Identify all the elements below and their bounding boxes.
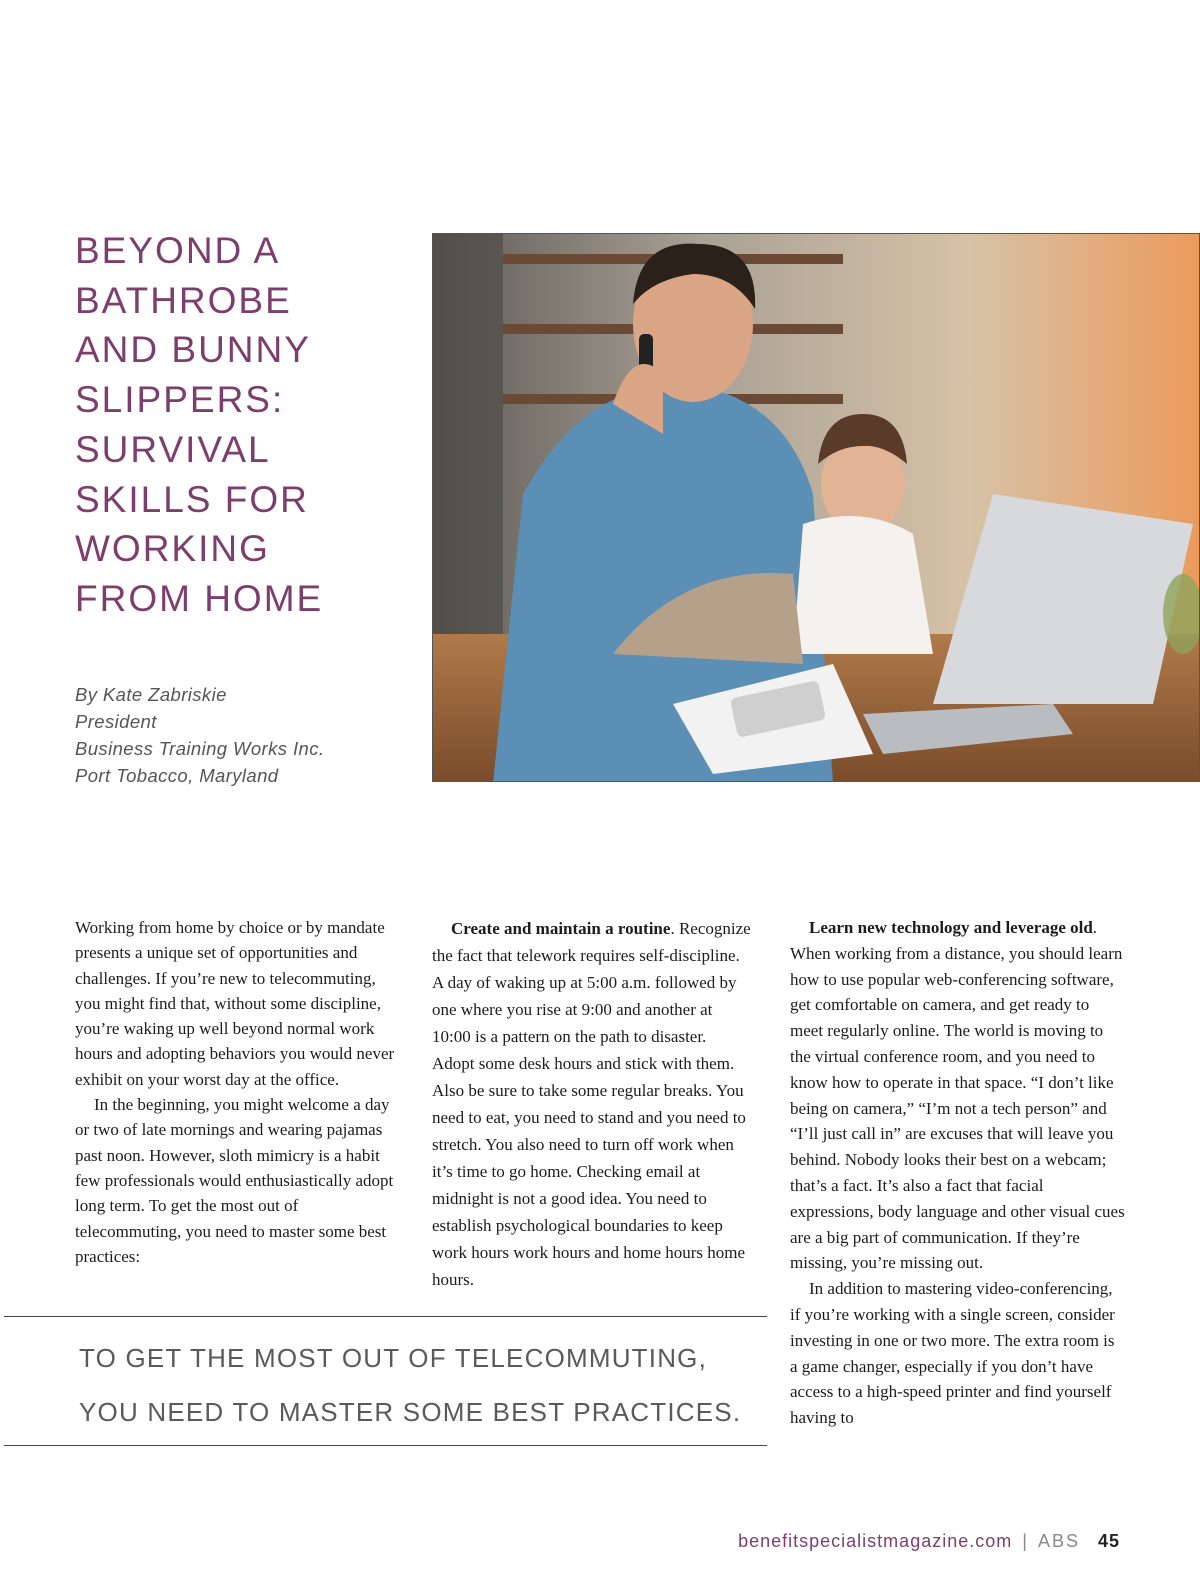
title-line: SLIPPERS: bbox=[75, 379, 285, 421]
article-photo bbox=[432, 233, 1200, 782]
pull-quote-line: YOU NEED TO MASTER SOME BEST PRACTICES. bbox=[79, 1397, 742, 1427]
footer-publication: ABS bbox=[1037, 1531, 1080, 1551]
title-line: WORKING bbox=[75, 528, 270, 570]
title-line: SKILLS FOR bbox=[75, 478, 309, 520]
title-line: BEYOND A bbox=[75, 230, 281, 271]
pull-quote bbox=[79, 1331, 769, 1439]
footer-site-link[interactable]: benefitspecialistmagazine.com bbox=[738, 1531, 1013, 1551]
section-heading: Create and maintain a routine bbox=[451, 919, 671, 938]
title-line: FROM HOME bbox=[75, 577, 324, 619]
title-line: SURVIVAL bbox=[75, 428, 271, 470]
page-number: 45 bbox=[1097, 1531, 1120, 1551]
father-with-baby-photo bbox=[433, 234, 1200, 782]
author-location: Port Tobacco, Maryland bbox=[75, 765, 279, 786]
paragraph: Working from home by choice or by mandate presents a unique set of opportunities and challenges. If you’re new to telecommuting, you might find that, without some discipline, you’re waking up well beyond normal work hours and adopting behaviors you would never exhibit on your worst day at the office. bbox=[75, 918, 395, 1089]
pull-quote-top-rule bbox=[4, 1316, 767, 1317]
article-column-3 bbox=[790, 915, 1125, 1431]
paragraph bbox=[432, 915, 752, 1293]
article-title bbox=[75, 226, 415, 624]
title-line: BATHROBE bbox=[75, 279, 292, 321]
paragraph bbox=[790, 915, 1125, 1276]
pull-quote-bottom-rule bbox=[4, 1445, 767, 1446]
page-footer bbox=[738, 1531, 1120, 1552]
article-column-2 bbox=[432, 915, 752, 1293]
footer-separator: | bbox=[1022, 1531, 1028, 1551]
title-line: AND BUNNY bbox=[75, 329, 311, 371]
section-text: . Recognize the fact that telework requires self-discipline. A day of waking up at 5:00 a.m. followed by one where you rise at 9:00 and another at 10:00 is a pattern on the path to disaster. Adopt some desk hours and stick with them. Also be sure to take some regular breaks. You need to eat, you need to stand and you need to stretch. You also need to turn off work when it’s time to go home. Checking email at midnight is not a good idea. You need to establish psychological boundaries to keep work hours work hours and home hours home hours. bbox=[432, 919, 751, 1289]
paragraph: In addition to mastering video-conferencing, if you’re working with a single screen, consider investing in one or two more. The extra room is a game changer, especially if you don’t have access to a high-speed printer and find yourself having to bbox=[790, 1279, 1115, 1428]
author-role: President bbox=[75, 711, 157, 732]
author-byline bbox=[75, 681, 415, 789]
paragraph: In the beginning, you might welcome a day or two of late mornings and wearing pajamas past noon. However, sloth mimicry is a habit few professionals would enthusiastically adopt long term. To get the most out of telecommuting, you need to master some best practices: bbox=[75, 1095, 394, 1266]
pull-quote-line: TO GET THE MOST OUT OF TELECOMMUTING, bbox=[79, 1343, 708, 1373]
author-company: Business Training Works Inc. bbox=[75, 738, 325, 759]
author-name: By Kate Zabriskie bbox=[75, 684, 227, 705]
section-text: . When working from a distance, you should learn how to use popular web-conferencing software, get comfortable on camera, and get ready to meet regularly online. The world is moving to the virtual conference room, and you need to know how to operate in that space. “I don’t like being on camera,” “I’m not a tech person” and “I’ll just call in” are excuses that will leave you behind. Nobody looks their best on a webcam; that’s a fact. It’s also a fact that facial expressions, body language and other visual cues are a big part of communication. If they’re missing, you’re missing out. bbox=[790, 918, 1125, 1273]
section-heading: Learn new technology and leverage old bbox=[809, 918, 1093, 937]
article-column-1 bbox=[75, 915, 405, 1269]
